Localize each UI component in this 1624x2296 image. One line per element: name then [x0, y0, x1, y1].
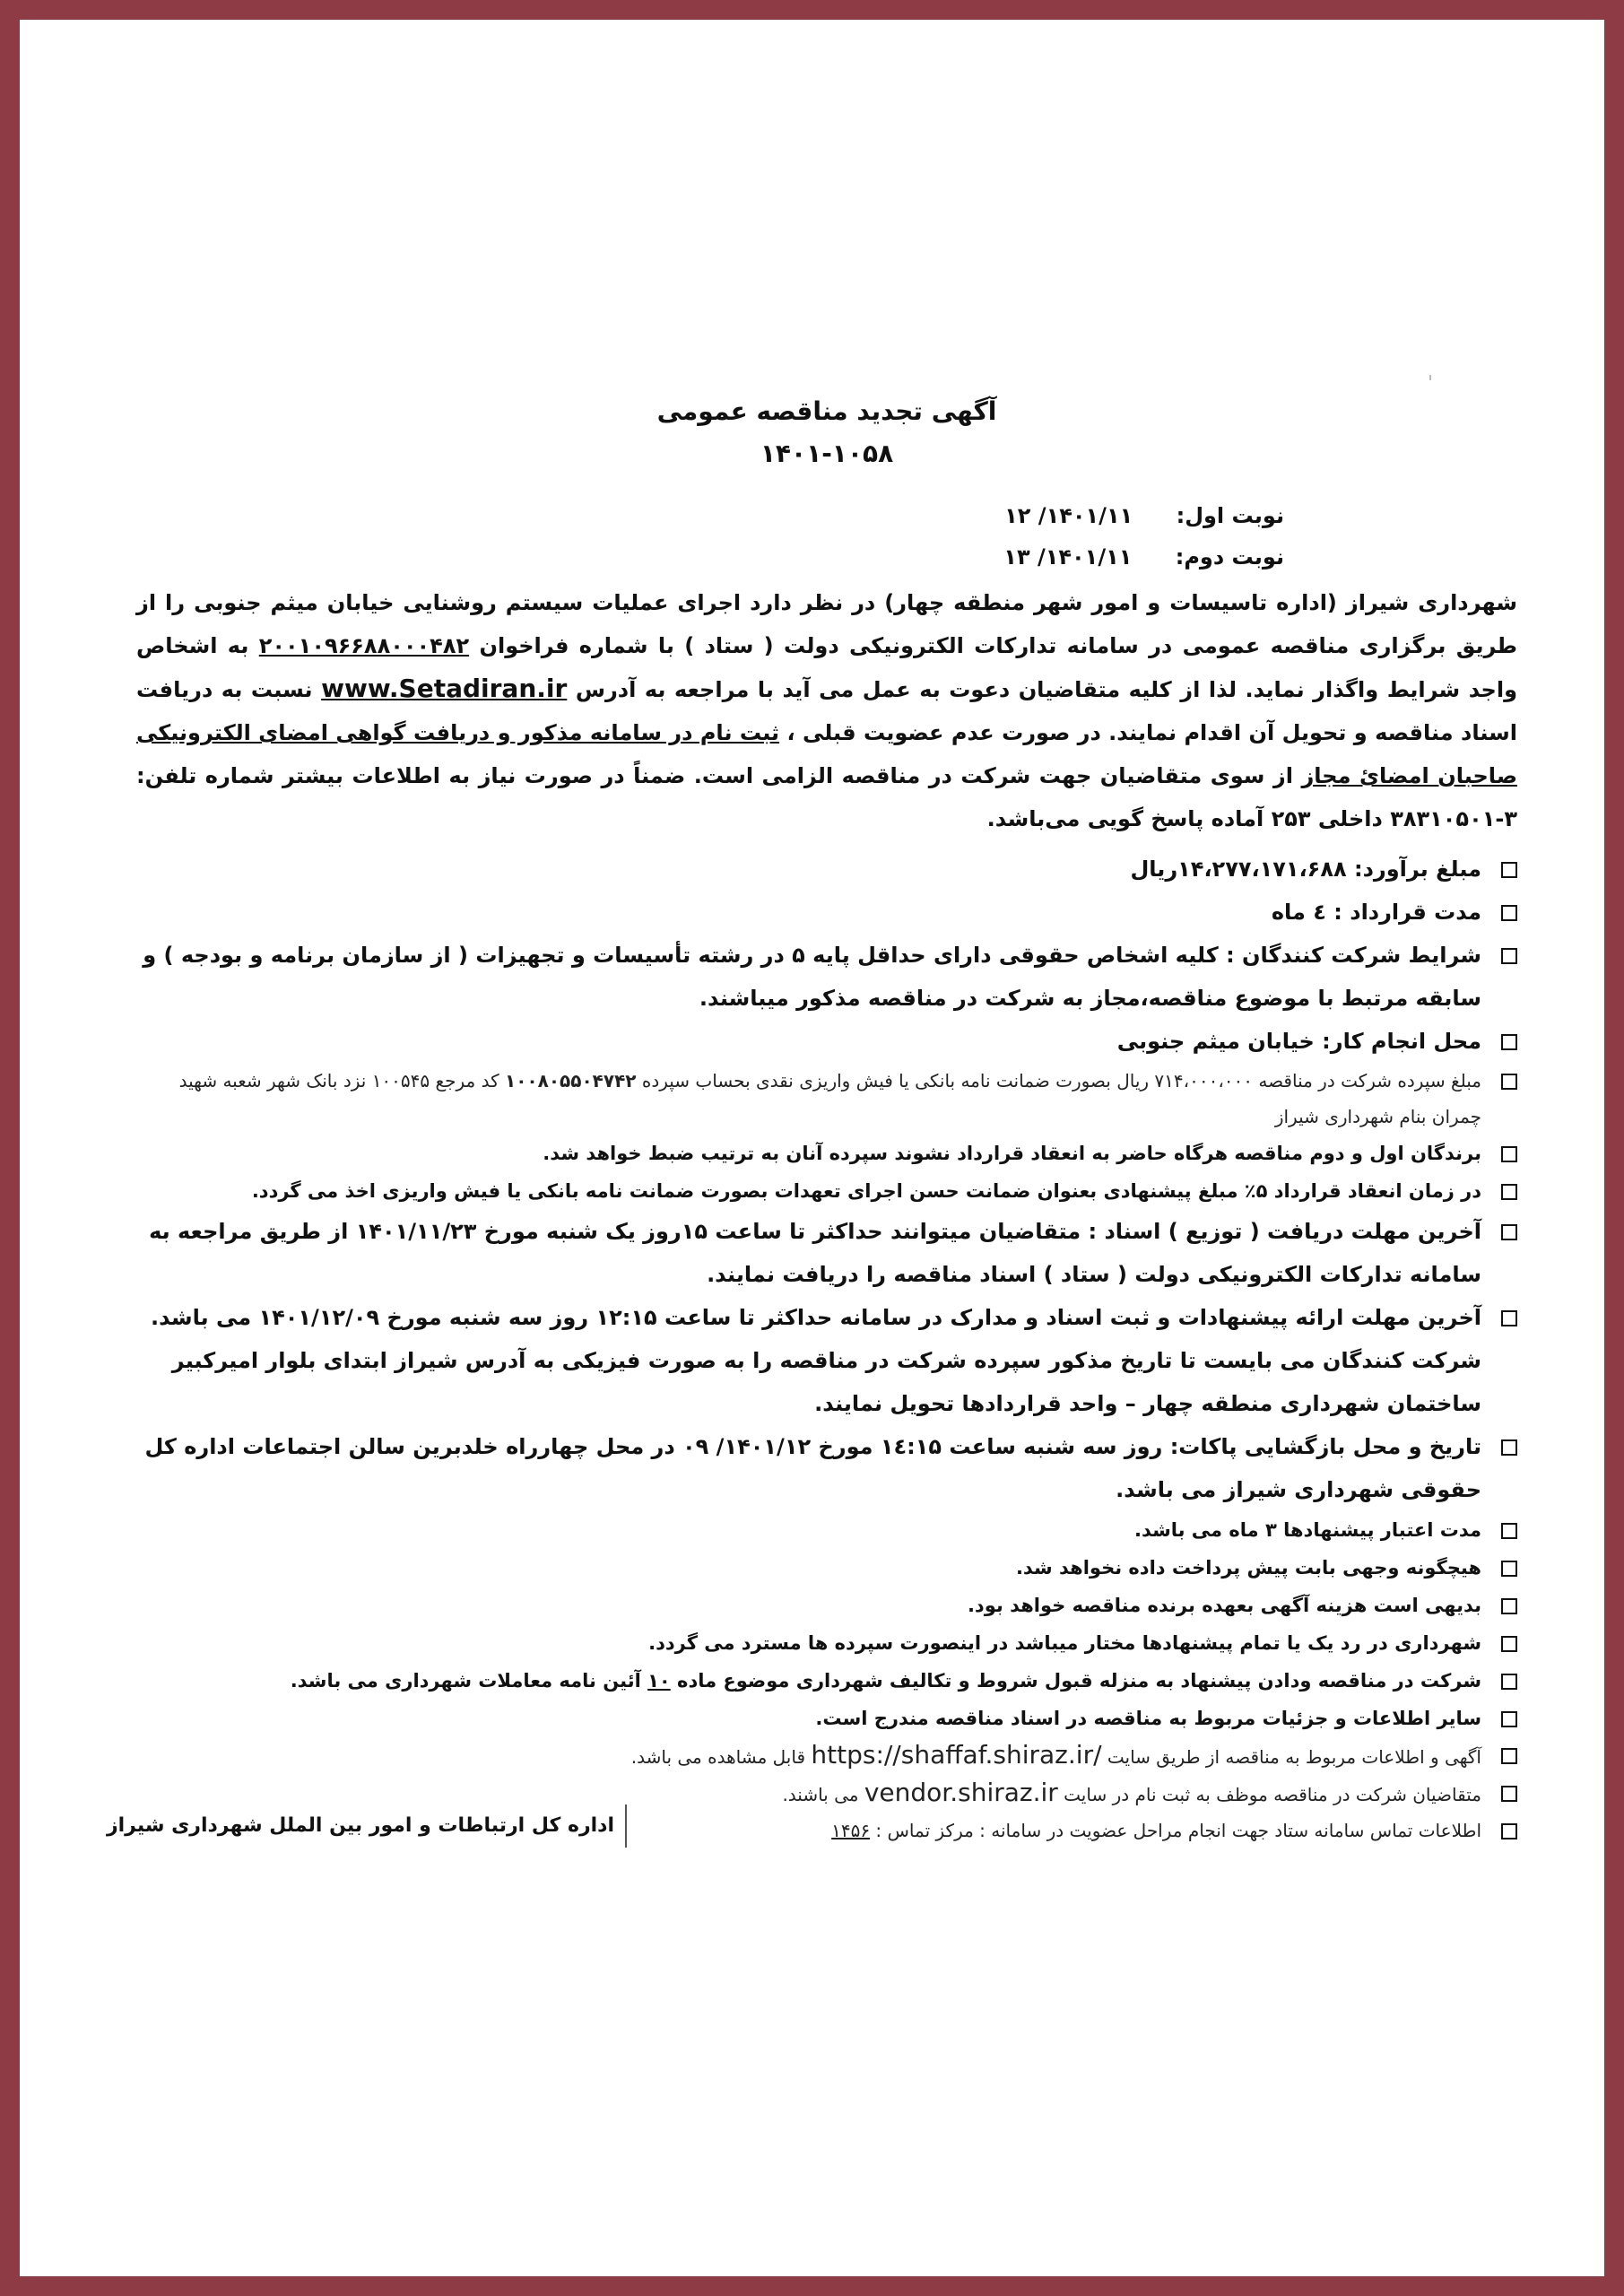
intro-text-1: شهرداری شیراز (اداره تاسیسات و امور شهر منطقه چهار) در نظر دارد اجرای عملیات سیستم روشنایی خیابان میثم جنوبی را از طریق برگزاری مناقصه عمومی در سامانه تدارکات الکترونیکی دولت ( ستاد ) با شماره فراخوان — [136, 590, 1517, 658]
scan-speck — [1429, 375, 1431, 380]
item-text: می باشند. — [782, 1784, 864, 1805]
document-page — [20, 20, 1604, 2276]
conditions-list — [136, 848, 1517, 1848]
item-text: محل انجام کار: خیابان میثم جنوبی — [1116, 1029, 1481, 1054]
list-item-shaffaf — [136, 1737, 1517, 1775]
list-item-offer-deadline — [136, 1296, 1517, 1425]
list-item-validity — [136, 1511, 1517, 1549]
call-number: ۲۰۰۱۰۹۶۶۸۸۰۰۰۴۸۲ — [258, 633, 470, 658]
item-text: تاریخ و محل بازگشایی پاکات: روز سه شنبه ساعت ۱٤:۱۵ مورخ ۱۴۰۱/۱۲/ ۰۹ در محل چهارراه خلدبرین سالن اجتماعات اداره کل حقوقی شهرداری شیراز می باشد. — [144, 1434, 1481, 1502]
deposit-account: ۱۰۰۸۰۵۵۰۴۷۴۲ — [505, 1070, 637, 1091]
checkbox-bullet-icon — [1501, 1598, 1517, 1614]
list-item-info — [136, 1700, 1517, 1737]
item-text: آخرین مهلت دریافت ( توزیع ) اسناد : متقاضیان میتوانند حداکثر تا ساعت ۱۵روز یک شنبه مورخ ۱۴۰۱/۱۱/۲۳ از طریق مراجعه به سامانه تدارکات الکترونیکی دولت ( ستاد ) اسناد مناقصه را دریافت نمایند. — [149, 1219, 1481, 1287]
list-item-ad-cost — [136, 1587, 1517, 1624]
checkbox-bullet-icon — [1501, 1439, 1517, 1456]
item-text: برندگان اول و دوم مناقصه هرگاه حاضر به انعقاد قرارداد نشوند سپرده آنان به ترتیب ضبط خواهد شد. — [543, 1143, 1481, 1164]
intro-text-4: از سوی متقاضیان جهت شرکت در مناقصه الزامی است. ضمناً در صورت نیاز به اطلاعات بیشتر شماره تلفن: ۳-۳۸۳۱۰۵۰۱ داخلی ۲۵۳ آماده پاسخ گویی می‌باشد. — [136, 763, 1517, 831]
intro-text-3: نسبت به دریافت اسناد مناقصه و تحویل آن اقدام نمایند. در صورت عدم عضویت قبلی ، — [136, 677, 1518, 745]
issuer-signature: اداره کل ارتباطات و امور بین الملل شهرداری شیراز — [107, 1805, 627, 1848]
item-text: بدیهی است هزینه آگهی بعهده برنده مناقصه خواهد بود. — [967, 1595, 1481, 1616]
round-label: نوبت اول: — [1176, 503, 1284, 528]
tender-notice — [136, 396, 1517, 1848]
setadiran-link[interactable]: www.Setadiran.ir — [321, 674, 568, 703]
list-item-estimate — [136, 848, 1517, 891]
item-text: آخرین مهلت ارائه پیشنهادات و ثبت اسناد و مدارک در سامانه حداکثر تا ساعت ۱۲:۱۵ روز سه شنبه مورخ ۱۴۰۱/۱۲/۰۹ می باشد. شرکت کنندگان می بایست تا تاریخ مذکور سپرده شرکت در مناقصه را به صورت فیزیکی به آدرس شیراز ابتدای بلوار امیرکبیر ساختمان شهرداری منطقه چهار – واحد قراردادها تحویل نمایند. — [150, 1305, 1481, 1416]
checkbox-bullet-icon — [1501, 1636, 1517, 1652]
item-text: متقاضیان شرکت در مناقصه موظف به ثبت نام در سایت — [1057, 1784, 1481, 1805]
checkbox-bullet-icon — [1501, 1224, 1517, 1240]
list-item-location — [136, 1020, 1517, 1063]
round-second — [136, 536, 1517, 578]
round-date: ۱۴۰۱/۱۱/ ۱۲ — [1004, 503, 1133, 528]
item-text: مدت قرارداد : ٤ ماه — [1271, 900, 1481, 925]
item-text: شرایط شرکت کنندگان : کلیه اشخاص حقوقی دارای حداقل پایه ۵ در رشته تأسیسات و تجهیزات ( از سازمان برنامه و بودجه ) و سابقه مرتبط با موضوع مناقصه،مجاز به شرکت در مناقصه مذکور میباشند. — [143, 943, 1481, 1011]
item-text: اطلاعات تماس سامانه ستاد جهت انجام مراحل عضویت در سامانه : مرکز تماس : — [870, 1820, 1481, 1841]
intro-paragraph — [136, 581, 1517, 840]
notice-title: آگهی تجدید مناقصه عمومی — [656, 396, 997, 426]
checkbox-bullet-icon — [1501, 862, 1517, 878]
list-item-doc-deadline — [136, 1210, 1517, 1296]
item-text: آئین نامه معاملات شهرداری می باشد. — [290, 1670, 648, 1692]
item-text: سایر اطلاعات و جزئیات مربوط به مناقصه در اسناد مناقصه مندرج است. — [815, 1708, 1481, 1729]
registration-requirement: ثبت نام در سامانه مذکور و دریافت گواهی امضای الکترونیکی صاحبان امضایٔ مجاز — [136, 720, 1518, 788]
checkbox-bullet-icon — [1501, 1074, 1517, 1090]
list-item-eligibility — [136, 934, 1517, 1020]
round-date: ۱۴۰۱/۱۱/ ۱۳ — [1003, 544, 1133, 570]
article-number: ۱۰ — [647, 1670, 671, 1692]
checkbox-bullet-icon — [1501, 905, 1517, 921]
vendor-link[interactable]: vendor.shiraz.ir — [864, 1778, 1058, 1807]
item-text: قابل مشاهده می باشد. — [630, 1746, 812, 1768]
checkbox-bullet-icon — [1501, 1711, 1517, 1727]
item-text: شهرداری در رد یک یا تمام پیشنهادها مختار میباشد در اینصورت سپرده ها مسترد می گردد. — [648, 1632, 1481, 1654]
checkbox-bullet-icon — [1501, 1146, 1517, 1162]
contact-phone: ۱۴۵۶ — [831, 1820, 871, 1841]
checkbox-bullet-icon — [1501, 1523, 1517, 1539]
round-label: نوبت دوم: — [1175, 544, 1284, 570]
intro-text-2: به اشخاص واجد شرایط واگذار نماید. لذا از کلیه متقاضیان دعوت به عمل می آید با مراجعه به آدرس — [136, 633, 1518, 702]
item-text: مبلغ برآورد: ۱۴،۲۷۷،۱۷۱،۶۸۸ریال — [1130, 857, 1481, 882]
round-first — [136, 495, 1517, 536]
checkbox-bullet-icon — [1501, 1748, 1517, 1764]
tender-number: ۱۴۰۱-۱۰۵۸ — [760, 439, 894, 468]
list-item-rejection — [136, 1624, 1517, 1662]
list-item-article — [136, 1662, 1517, 1700]
checkbox-bullet-icon — [1501, 1823, 1517, 1839]
checkbox-bullet-icon — [1501, 1310, 1517, 1326]
item-text: در زمان انعقاد قرارداد ۵٪ مبلغ پیشنهادی بعنوان ضمانت حسن اجرای تعهدات بصورت ضمانت نامه بانکی یا فیش واریزی اخذ می گردد. — [251, 1180, 1481, 1202]
item-text: مدت اعتبار پیشنهادها ۳ ماه می باشد. — [1133, 1519, 1481, 1541]
item-text: هیچگونه وجهی بابت پیش پرداخت داده نخواهد شد. — [1015, 1557, 1481, 1578]
checkbox-bullet-icon — [1501, 948, 1517, 964]
list-item-deposit — [136, 1063, 1517, 1135]
item-text: مبلغ سپرده شرکت در مناقصه ۷۱۴،۰۰۰،۰۰۰ ریال بصورت ضمانت نامه بانکی یا فیش واریزی نقدی بحساب سپرده — [636, 1070, 1481, 1091]
list-item-winners — [136, 1135, 1517, 1172]
list-item-guarantee — [136, 1172, 1517, 1210]
checkbox-bullet-icon — [1501, 1184, 1517, 1200]
checkbox-bullet-icon — [1501, 1674, 1517, 1690]
checkbox-bullet-icon — [1501, 1034, 1517, 1050]
list-item-opening — [136, 1425, 1517, 1511]
item-text: کد مرجع ۱۰۰۵۴۵ نزد بانک شهر شعبه شهید چمران بنام شهرداری شیراز — [178, 1070, 1481, 1127]
checkbox-bullet-icon — [1501, 1786, 1517, 1802]
item-text: شرکت در مناقصه ودادن پیشنهاد به منزله قبول شروط و تکالیف شهرداری موضوع ماده — [670, 1670, 1481, 1692]
list-item-prepayment — [136, 1549, 1517, 1587]
list-item-duration — [136, 891, 1517, 934]
checkbox-bullet-icon — [1501, 1561, 1517, 1577]
item-text: آگهی و اطلاعات مربوط به مناقصه از طریق سایت — [1101, 1746, 1481, 1768]
shaffaf-link[interactable]: https://shaffaf.shiraz.ir/ — [811, 1740, 1102, 1770]
